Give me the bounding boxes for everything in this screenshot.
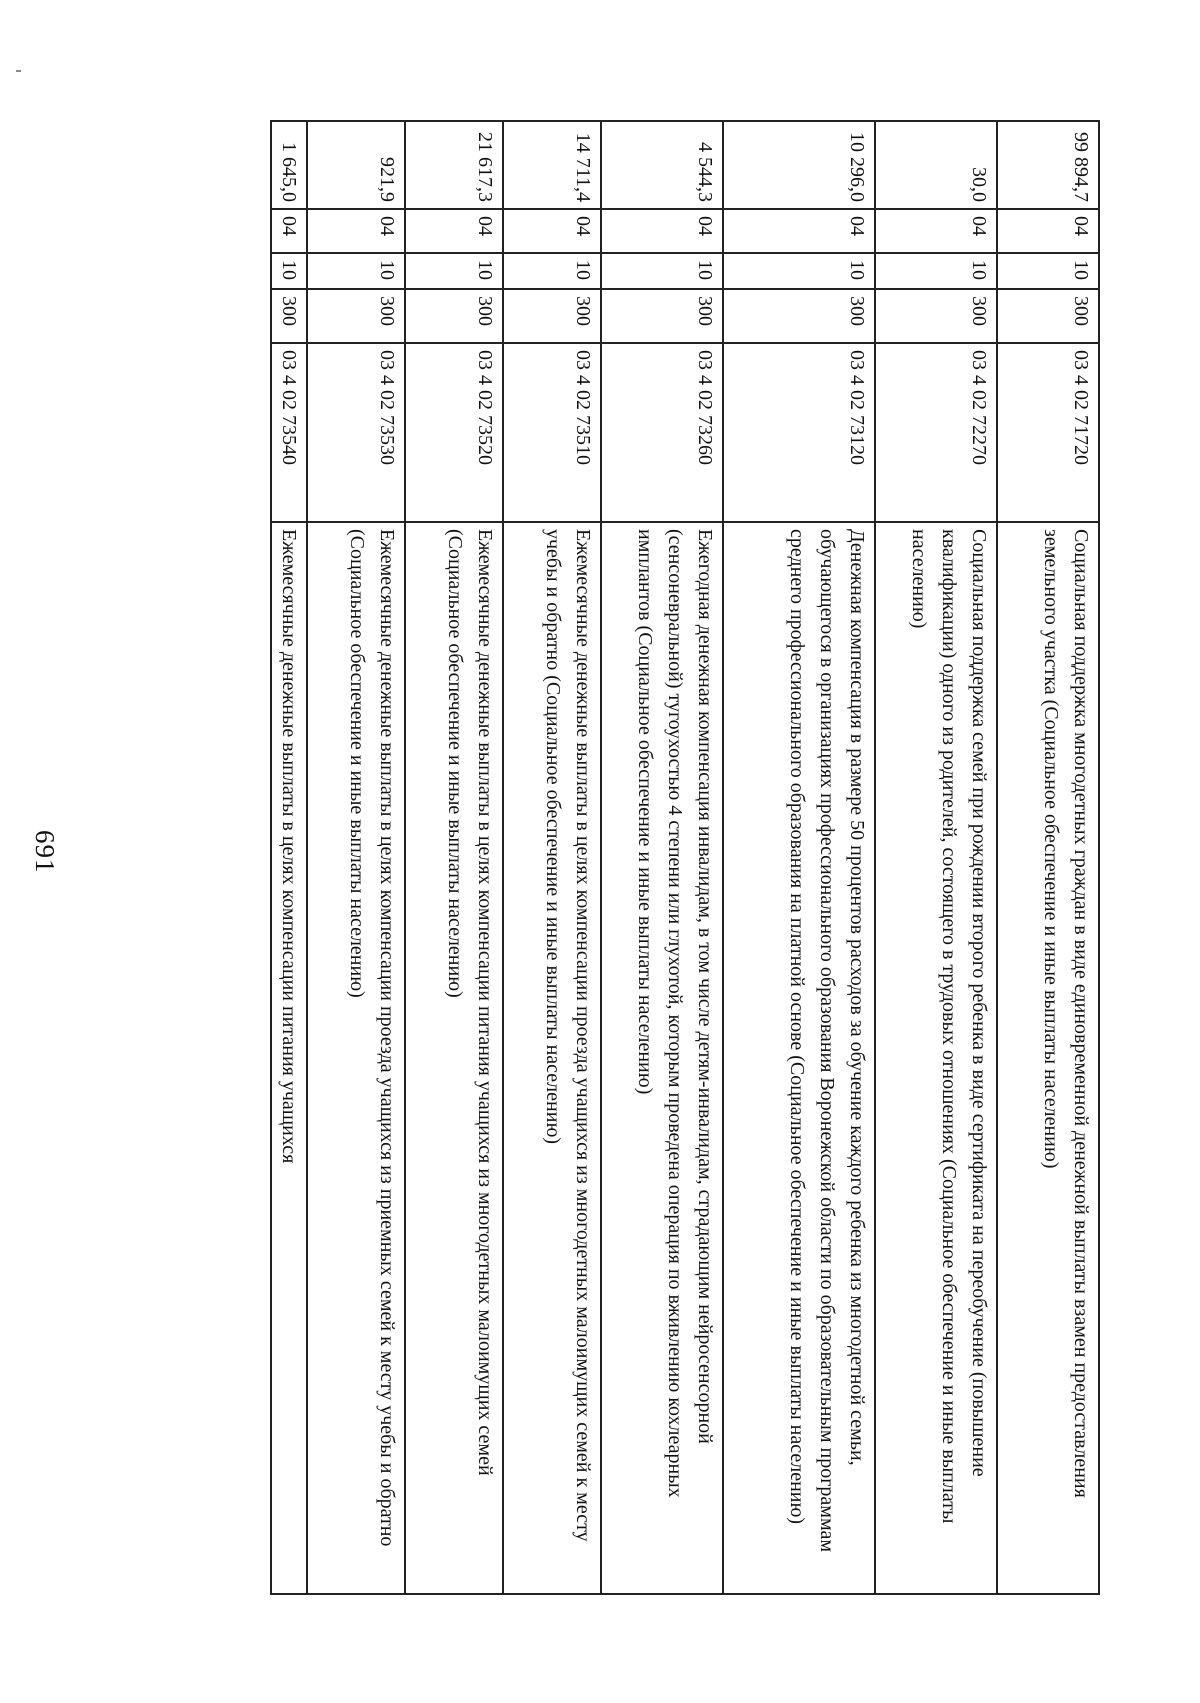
description-cell: Ежемесячные денежные выплаты в целях компенсации питания учащихся из многодетных малоимущих семей (Социальное обеспечение и иные выплаты населению) (405, 522, 503, 1594)
description-cell: Ежемесячные денежные выплаты в целях компенсации проезда учащихся из приемных семей к месту учебы и обратно (Социальное обеспечение и иные выплаты населению) (307, 522, 405, 1594)
table-row (875, 121, 997, 1594)
section-cell: 10 (405, 253, 503, 289)
section-cell: 10 (307, 253, 405, 289)
table-row (601, 121, 723, 1594)
table-row (723, 121, 875, 1594)
amount-cell: 30,0 (875, 121, 997, 209)
target-code-cell: 03 4 02 73530 (307, 343, 405, 522)
expense-type-cell: 300 (601, 289, 723, 343)
expense-type-cell: 300 (271, 289, 307, 343)
subsection-cell: 04 (271, 209, 307, 253)
section-cell: 10 (875, 253, 997, 289)
amount-cell: 14 711,4 (503, 121, 601, 209)
section-cell: 10 (723, 253, 875, 289)
target-code-cell: 03 4 02 71720 (997, 343, 1099, 522)
amount-cell: 21 617,3 (405, 121, 503, 209)
description-cell: Денежная компенсация в размере 50 процентов расходов за обучение каждого ребенка из многодетной семьи, обучающегося в организациях профессионального образования Воронежской области по образовательным программам среднего профессионального образования на платной основе (Социальное обеспечение и иные выплаты населению) (723, 522, 875, 1594)
budget-table-body (271, 121, 1099, 1594)
table-row (271, 121, 307, 1594)
target-code-cell: 03 4 02 72270 (875, 343, 997, 522)
expense-type-cell: 300 (307, 289, 405, 343)
amount-cell: 921,9 (307, 121, 405, 209)
amount-cell: 1 645,0 (271, 121, 307, 209)
subsection-cell: 04 (601, 209, 723, 253)
section-cell: 10 (601, 253, 723, 289)
subsection-cell: 04 (307, 209, 405, 253)
target-code-cell: 03 4 02 73260 (601, 343, 723, 522)
subsection-cell: 04 (503, 209, 601, 253)
table-row (997, 121, 1099, 1594)
expense-type-cell: 300 (503, 289, 601, 343)
table-row (503, 121, 601, 1594)
expense-type-cell: 300 (997, 289, 1099, 343)
table-row (405, 121, 503, 1594)
amount-cell: 99 894,7 (997, 121, 1099, 209)
description-cell: Ежемесячные денежные выплаты в целях компенсации проезда учащихся из многодетных малоимущих семей к месту учебы и обратно (Социальное обеспечение и иные выплаты населению) (503, 522, 601, 1594)
subsection-cell: 04 (997, 209, 1099, 253)
target-code-cell: 03 4 02 73510 (503, 343, 601, 522)
rotated-table-container (270, 120, 1100, 1595)
page-number: 691 (30, 830, 60, 874)
description-cell: Социальная поддержка многодетных граждан в виде единовременной денежной выплаты взамен предоставления земельного участка (Социальное обеспечение и иные выплаты населению) (997, 522, 1099, 1594)
target-code-cell: 03 4 02 73520 (405, 343, 503, 522)
subsection-cell: 04 (875, 209, 997, 253)
target-code-cell: 03 4 02 73540 (271, 343, 307, 522)
expense-type-cell: 300 (405, 289, 503, 343)
subsection-cell: 04 (723, 209, 875, 253)
table-row (307, 121, 405, 1594)
description-cell: Ежегодная денежная компенсация инвалидам, в том числе детям-инвалидам, страдающим нейросенсорной (сенсоневральной) тугоухостью 4 степени или глухотой, которым проведена операция по вживлению кохлеарных имплантов (Социальное обеспечение и иные выплаты населению) (601, 522, 723, 1594)
section-cell: 10 (271, 253, 307, 289)
target-code-cell: 03 4 02 73120 (723, 343, 875, 522)
amount-cell: 10 296,0 (723, 121, 875, 209)
description-cell: Ежемесячные денежные выплаты в целях компенсации питания учащихся (271, 522, 307, 1594)
subsection-cell: 04 (405, 209, 503, 253)
section-cell: 10 (503, 253, 601, 289)
scan-artifact (16, 70, 21, 72)
expense-type-cell: 300 (875, 289, 997, 343)
description-cell: Социальная поддержка семей при рождении второго ребенка в виде сертификата на переобучение (повышение квалификации) одного из родителей, состоящего в трудовых отношениях (Социальное обеспечение и иные выплаты населению) (875, 522, 997, 1594)
amount-cell: 4 544,3 (601, 121, 723, 209)
expense-type-cell: 300 (723, 289, 875, 343)
section-cell: 10 (997, 253, 1099, 289)
budget-table (270, 120, 1100, 1595)
